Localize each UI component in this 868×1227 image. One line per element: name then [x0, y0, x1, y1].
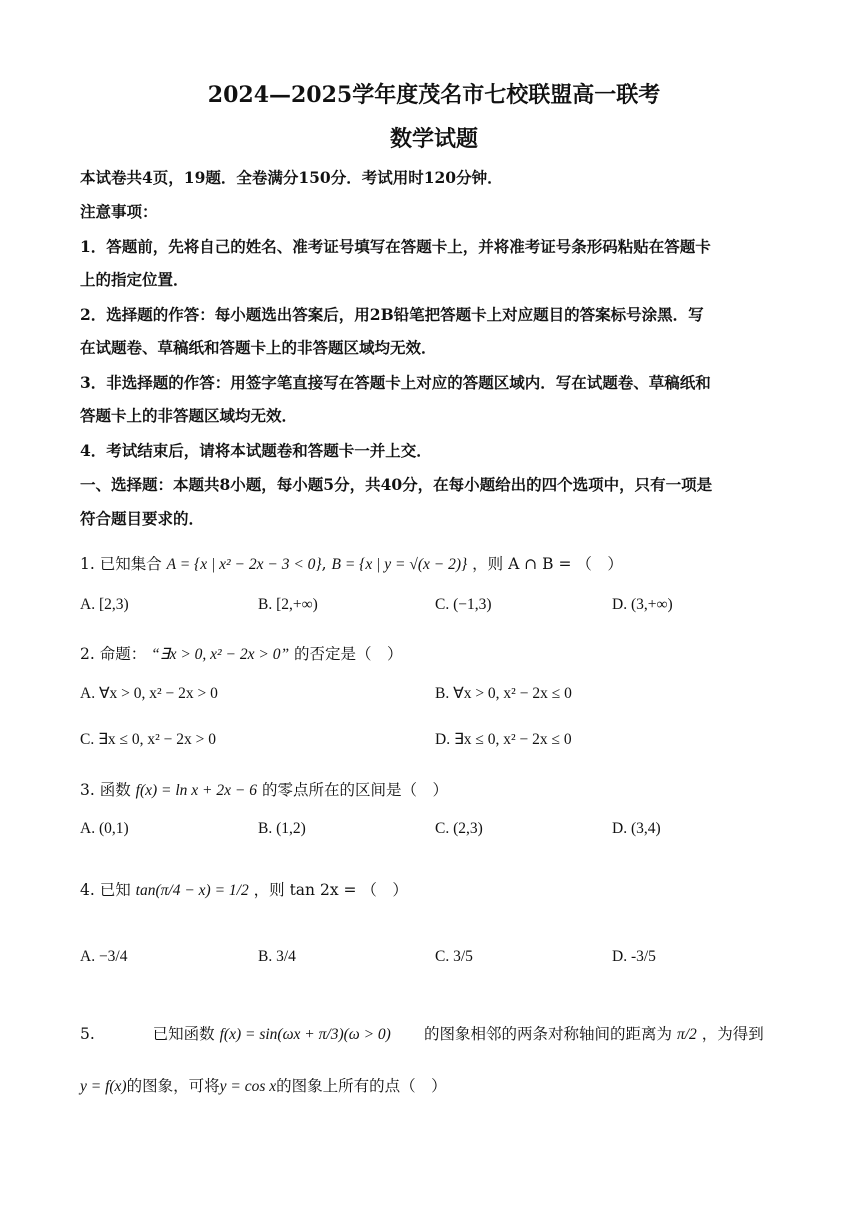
question-4	[80, 878, 408, 900]
question-5-line-2	[80, 1074, 447, 1096]
exam-title: 2024—2025学年度茂名市七校联盟高一联考	[207, 82, 661, 108]
question-3	[80, 778, 448, 800]
question-4-option-b: B. 3/4	[258, 948, 296, 965]
question-2-suffix: 的否定是（ ）	[294, 645, 403, 663]
question-2-option-d: D. ∃x ≤ 0, x² − 2x ≤ 0	[435, 731, 572, 748]
question-1-prefix: 1. 已知集合	[80, 555, 162, 573]
question-1-option-b: B. [2,+∞)	[258, 596, 318, 613]
exam-intro: 本试卷共4页，19题．全卷满分150分．考试用时120分钟．	[80, 168, 503, 187]
question-2-proposition: “∃x > 0, x² − 2x > 0”	[151, 646, 290, 663]
question-2-option-a: A. ∀x > 0, x² − 2x > 0	[80, 685, 218, 702]
exam-subtitle: 数学试题	[389, 126, 478, 152]
question-1: 1. 已知集合 A = {x | x² − 2x − 3 < 0}, B = {x | y = √(x − 2)} ，则 A ∩ B = （ ）	[80, 555, 623, 573]
question-5-source-function: y = cos x	[219, 1078, 277, 1095]
notice-heading: 注意事项：	[80, 202, 158, 221]
question-4-condition: tan(π/4 − x) = 1/2	[135, 882, 249, 899]
question-5-mid: 的图象相邻的两条对称轴间的距离为	[424, 1025, 673, 1043]
question-3-option-a: A. (0,1)	[80, 820, 129, 837]
question-3-function: f(x) = ln x + 2x − 6	[135, 782, 257, 799]
question-5-number: 5.	[80, 1025, 95, 1043]
question-1-option-c: C. (−1,3)	[435, 596, 492, 613]
notice-line: 答题卡上的非答题区域均无效．	[80, 406, 298, 425]
question-3-suffix: 的零点所在的区间是（ ）	[261, 781, 448, 799]
question-4-option-a: A. −3/4	[80, 948, 128, 965]
question-2-option-b: B. ∀x > 0, x² − 2x ≤ 0	[435, 685, 572, 702]
question-1-set-a: A = {x | x² − 2x − 3 < 0}	[166, 556, 322, 573]
question-3-option-c: C. (2,3)	[435, 820, 483, 837]
question-3-prefix: 3. 函数	[80, 781, 131, 799]
question-2	[80, 642, 403, 664]
notice-line: 在试题卷、草稿纸和答题卡上的非答题区域均无效．	[80, 338, 437, 357]
question-5-tail	[424, 1022, 764, 1044]
question-1-set-b: B = {x | y = √(x − 2)}	[331, 556, 468, 573]
question-5-target-function: y = f(x)	[80, 1078, 127, 1095]
question-2-option-c: C. ∃x ≤ 0, x² − 2x > 0	[80, 731, 217, 748]
notice-line: 1．答题前，先将自己的姓名、准考证号填写在答题卡上，并将准考证号条形码粘贴在答题卡	[80, 237, 711, 256]
section-heading: 符合题目要求的．	[80, 509, 205, 528]
question-1-suffix: ，则 A ∩ B = （ ）	[472, 555, 623, 573]
question-5-prefix: 已知函数	[152, 1025, 215, 1043]
question-5-distance: π/2	[676, 1026, 697, 1043]
question-4-prefix: 4. 已知	[80, 881, 131, 899]
question-5-end: ，为得到	[701, 1025, 764, 1043]
question-5-function: f(x) = sin(ωx + π/3)(ω > 0)	[219, 1026, 391, 1043]
question-4-option-c: C. 3/5	[435, 948, 473, 965]
question-4-suffix: ，则 tan 2x = （ ）	[253, 881, 408, 899]
question-3-option-d: D. (3,4)	[612, 820, 661, 837]
question-4-option-d: D. -3/5	[612, 948, 656, 965]
question-3-option-b: B. (1,2)	[258, 820, 306, 837]
question-5	[80, 1022, 391, 1044]
notice-line: 上的指定位置．	[80, 270, 189, 289]
question-1-option-d: D. (3,+∞)	[612, 596, 673, 613]
notice-line: 3．非选择题的作答：用签字笔直接写在答题卡上对应的答题区域内．写在试题卷、草稿纸和	[80, 373, 711, 392]
question-5-text-end: 的图象上所有的点（ ）	[276, 1077, 447, 1095]
section-heading: 一、选择题：本题共8小题，每小题5分，共40分，在每小题给出的四个选项中，只有一项是	[80, 475, 713, 494]
question-1-option-a: A. [2,3)	[80, 596, 129, 613]
question-2-prefix: 2. 命题：	[80, 645, 147, 663]
notice-line: 2．选择题的作答：每小题选出答案后，用2B铅笔把答题卡上对应题目的答案标号涂黑．写	[80, 305, 704, 324]
question-5-text: 的图象，可将	[126, 1077, 220, 1095]
notice-line: 4．考试结束后，请将本试题卷和答题卡一并上交．	[80, 441, 432, 460]
